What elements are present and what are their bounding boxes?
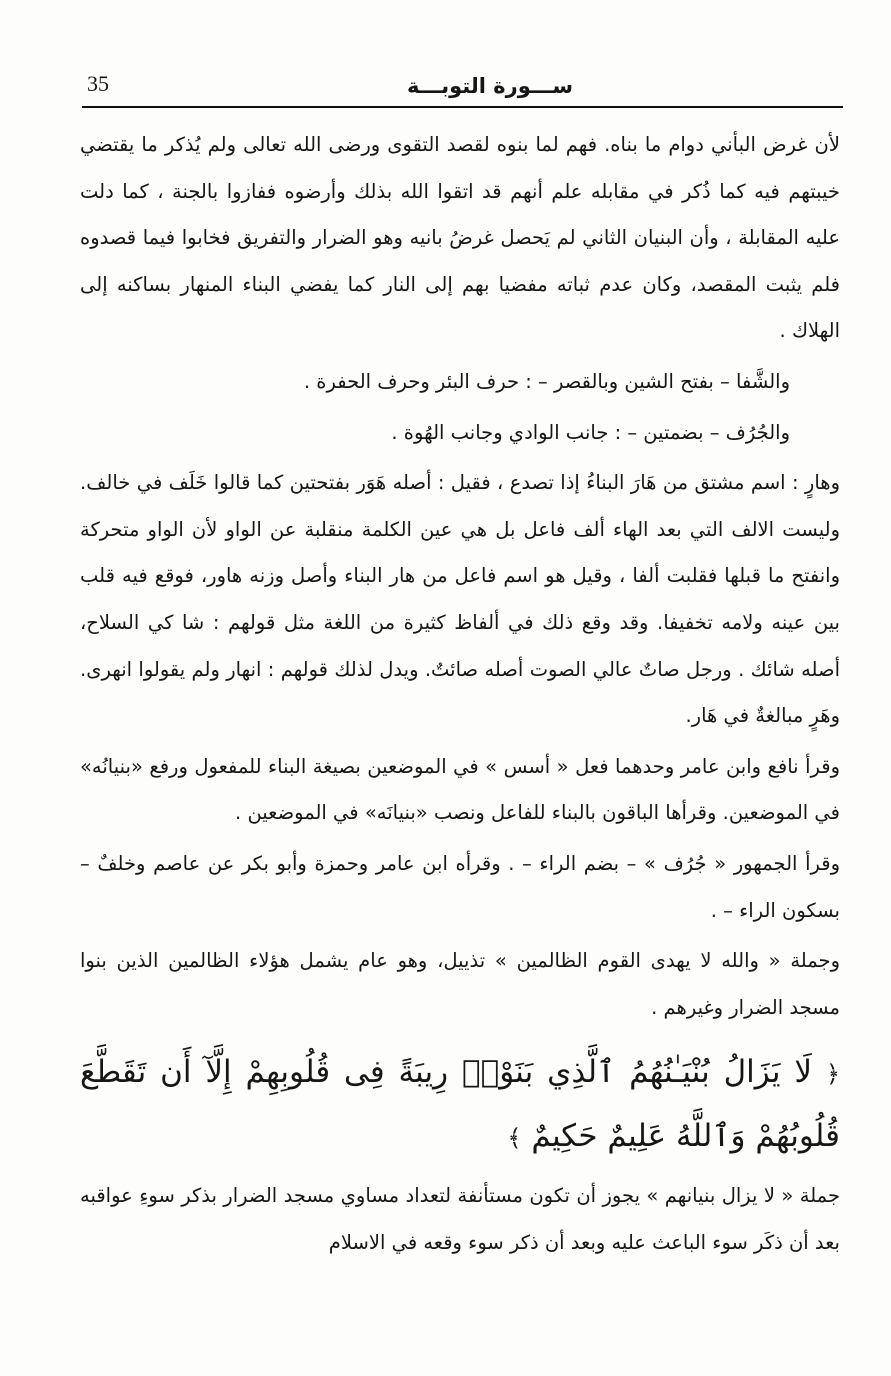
page-number: 35 [87, 71, 109, 96]
paragraph-qiraa-assasa: وقرأ نافع وابن عامر وحدهما فعل « أسس » في الموضعين بصيغة البناء للمفعول ورفع «بنيانُه» في الموضعين. وقرأها الباقون بالبناء للفاعل ونصب «بنيانَه» في الموضعين . [80, 754, 840, 825]
quran-verse [80, 1041, 840, 1169]
verse-text: لَا يَزَالُ بُنْيَـٰنُهُمُ ٱلَّذِي بَنَوْا۟ رِيبَةً فِى قُلُوبِهِمْ إِلَّآ أَن تَقَطَّعَ قُلُوبُهُمْ وَٱللَّهُ عَلِيمٌ حَكِيمٌ [80, 1054, 840, 1155]
header-rule [82, 106, 843, 108]
paragraph-final: جملة « لا يزال بنيانهم » يجوز أن تكون مستأنفة لتعداد مساوي مسجد الضرار بذكر سوءِ عواقبه بعد أن ذكَر سوء الباعث عليه وبعد أن ذكر سوء وقعه في الاسلام [80, 1184, 840, 1254]
running-header-title: ســـورة التوبـــة [406, 74, 574, 98]
paragraph-intro: لأن غرض البأني دوام ما بناه. فهم لما بنوه لقصد التقوى ورضى الله تعالى ولم يُذكر ما يقتضي خيبتهم فيه كما ذُكر في مقابله علم أنهم قد اتقوا الله بذلك وأرضوه ففازوا بالجنة ، كما دلت عليه المقابلة ، وأن البنيان الثاني لم يَحصل غرضُ بانيه وهو الضرار والتفريق فخابوا فيما قصدوه فلم يثبت المقصد، وكان عدم ثباته مفضيا بهم إلى النار كما يفضي البناء المنهار بساكنه إلى الهلاك . [80, 133, 840, 343]
paragraph-har: وهارٍ : اسم مشتق من هَارَ البناءُ إذا تصدع ، فقيل : أصله هَوَر بفتحتين كما قالوا خَلَف في خالف. وليست الالف التي بعد الهاء ألف فاعل بل هي عين الكلمة منقلبة عن الواو لأن الواو متحركة وانفتح ما قبلها فقلبت ألفا ، وقيل هو اسم فاعل من هار البناء وأصل وزنه هاور، فوقع فيه قلب بين عينه ولامه تخفيفا. وقد وقع ذلك في ألفاظ كثيرة من اللغة مثل قولهم : شا كي السلاح، أصله شائك . ورجل صاتٌ عالي الصوت أصله صائتٌ. ويدل لذلك قولهم : انهار ولم يقولوا انهرى. وهَرٍ مبالغةٌ في هَار. [80, 471, 840, 728]
verse-close-bracket: ﴾ [507, 1124, 522, 1153]
page-body [80, 122, 840, 1266]
paragraph-juruf: والجُرُف – بضمتين – : جانب الوادي وجانب الهُوة . [391, 420, 790, 444]
verse-open-bracket: ﴿ [825, 1060, 840, 1089]
paragraph-qiraa-juruf: وقرأ الجمهور « جُرُف » – بضم الراء – . وقرأه ابن عامر وحمزة وأبو بكر عن عاصم وخلفٌ – بسكون الراء – . [80, 851, 840, 922]
paragraph-shafa: والشَّفا – بفتح الشين وبالقصر – : حرف البئر وحرف الحفرة . [303, 369, 790, 393]
paragraph-jumla-tadhyil: وجملة « والله لا يهدى القوم الظالمين » تذييل، وهو عام يشمل هؤلاء الظالمين الذين بنوا مسجد الضرار وغيرهم . [80, 949, 840, 1019]
